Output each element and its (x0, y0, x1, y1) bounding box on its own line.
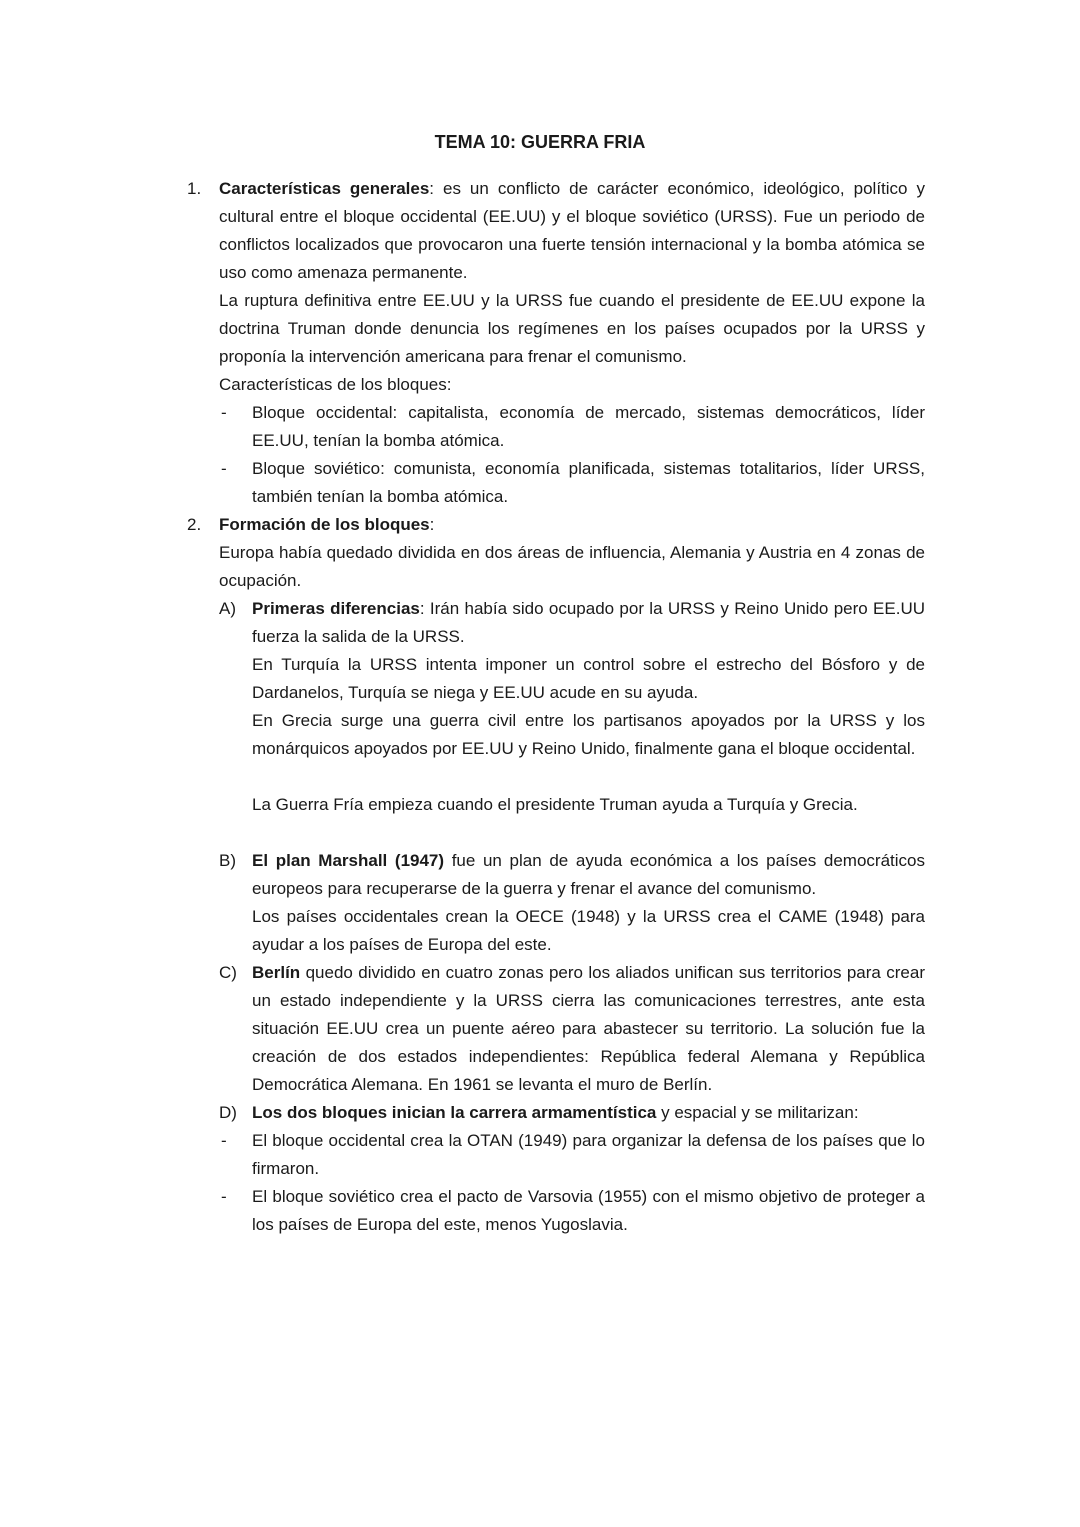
blank-line (252, 763, 925, 791)
paragraph-guerra-fria-inicio: La Guerra Fría empieza cuando el presidente Truman ayuda a Turquía y Grecia. (252, 795, 858, 814)
paragraph-doctrina-truman: La ruptura definitiva entre EE.UU y la URSS fue cuando el presidente de EE.UU expone la doctrina Truman donde denuncia los regímenes en los países ocupados por la URSS y proponía la intervención americana para frenar el comunismo. (219, 291, 925, 366)
list-item (219, 399, 925, 455)
subsection-a (219, 595, 925, 847)
section-heading: Características generales (219, 179, 430, 198)
subsection-heading: El plan Marshall (1947) (252, 851, 445, 870)
list-dash: - (221, 1131, 227, 1150)
list-dash: - (221, 1187, 227, 1206)
subsection-heading: Berlín (252, 963, 301, 982)
paragraph-text: : es un conflicto de carácter económico, ideológico, político y cultural entre el bloque occidental (EE.UU) y el bloque soviético (URSS). Fue un periodo de conflictos localizados que provocaron una fuerte tensión internacional y la bomba atómica se uso como amenaza permanente. (219, 179, 925, 282)
section-number: 1. (187, 179, 202, 198)
paragraph-text: y espacial y se militarizan: (656, 1103, 859, 1122)
list-item-text: El bloque soviético crea el pacto de Varsovia (1955) con el mismo objetivo de proteger a los países de Europa del este, menos Yugoslavia. (252, 1187, 925, 1234)
paragraph-text: fue un plan de ayuda económica a los países democráticos europeos para recuperarse de la guerra y frenar el avance del comunismo. (252, 851, 925, 898)
list-item-text: El bloque occidental crea la OTAN (1949) para organizar la defensa de los países que lo firmaron. (252, 1131, 925, 1178)
list-item (219, 455, 925, 511)
list-dash: - (221, 459, 227, 478)
paragraph-grecia: En Grecia surge una guerra civil entre los partisanos apoyados por la URSS y los monárquicos apoyados por EE.UU y Reino Unido, finalmente gana el bloque occidental. (252, 711, 925, 758)
subsection-c (219, 959, 925, 1099)
list-item (219, 1127, 925, 1183)
section-formacion-bloques (187, 511, 925, 1239)
subsection-heading: Primeras diferencias (252, 599, 420, 618)
subsection-d (219, 1099, 925, 1127)
section-heading-line (219, 511, 925, 539)
section-intro-paragraph (219, 175, 925, 287)
subsection-paragraph (252, 595, 925, 651)
page-title: TEMA 10: GUERRA FRIA (434, 132, 646, 152)
section-heading: Formación de los bloques (219, 515, 430, 534)
subsection-paragraph (252, 847, 925, 903)
heading-colon: : (429, 515, 435, 534)
subsection-b (219, 847, 925, 959)
subsection-letter: A) (219, 599, 236, 618)
list-item-text: Bloque occidental: capitalista, economía de mercado, sistemas democráticos, líder EE.UU, tenían la bomba atómica. (252, 403, 925, 450)
subsection-letter: B) (219, 851, 236, 870)
paragraph-text: : Irán había sido ocupado por la URSS y Reino Unido pero EE.UU fuerza la salida de la URSS. (252, 599, 925, 646)
section-number: 2. (187, 515, 202, 534)
paragraph-turquia: En Turquía la URSS intenta imponer un control sobre el estrecho del Bósforo y de Dardanelos, Turquía se niega y EE.UU acude en su ayuda. (252, 655, 925, 702)
subsection-paragraph (252, 1099, 925, 1127)
list-item (219, 1183, 925, 1239)
paragraph-oece-came: Los países occidentales crean la OECE (1948) y la URSS crea el CAME (1948) para ayudar a los países de Europa del este. (252, 907, 925, 954)
list-dash: - (221, 403, 227, 422)
section-intro-paragraph: Europa había quedado dividida en dos áreas de influencia, Alemania y Austria en 4 zonas de ocupación. (219, 543, 925, 590)
subsection-paragraph (252, 959, 925, 1099)
blank-line (252, 819, 925, 847)
subsection-letter: D) (219, 1103, 237, 1122)
subsection-heading: Los dos bloques inician la carrera armamentística (252, 1103, 657, 1122)
paragraph-text: quedo dividido en cuatro zonas pero los aliados unifican sus territorios para crear un estado independiente y la URSS cierra las comunicaciones terrestres, ante esta situación EE.UU crea un puente aéreo para abastecer su territorio. La solución fue la creación de dos estados independientes: República federal Alemana y República Democrática Alemana. En 1961 se levanta el muro de Berlín. (252, 963, 925, 1094)
document-body (187, 175, 925, 1239)
subsection-letter: C) (219, 963, 237, 982)
list-item-text: Bloque soviético: comunista, economía planificada, sistemas totalitarios, líder URSS, también tenían la bomba atómica. (252, 459, 925, 506)
bloques-label: Características de los bloques: (219, 375, 452, 394)
section-caracteristicas-generales (187, 175, 925, 511)
